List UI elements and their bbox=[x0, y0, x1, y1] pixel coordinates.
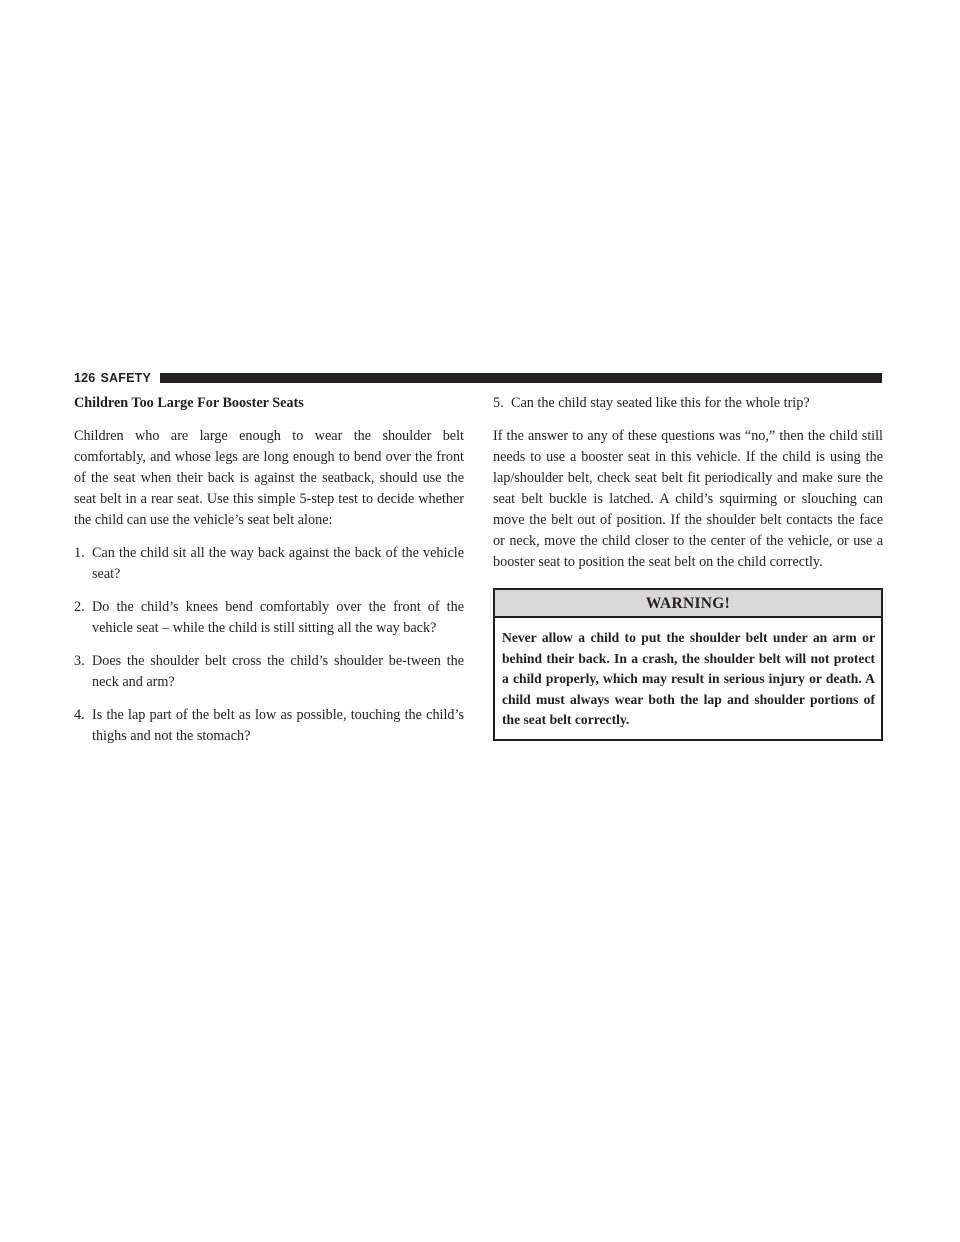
list-item bbox=[74, 705, 464, 747]
warning-text: Never allow a child to put the shoulder belt under an arm or behind their back. In a crash, the shoulder belt will not protect a child properly, which may result in serious injury or death. A child must always wear both the lap and shoulder portions of the seat belt correctly. bbox=[502, 630, 875, 727]
step-number: 5. bbox=[493, 395, 504, 411]
step-text: Can the child sit all the way back against the back of the vehicle seat? bbox=[92, 545, 464, 582]
list-item bbox=[74, 651, 464, 693]
step-text: Does the shoulder belt cross the child’s shoulder be-tween the neck and arm? bbox=[92, 653, 464, 690]
intro-paragraph: Children who are large enough to wear the shoulder belt comfortably, and whose legs are long enough to bend over the front of the seat when their back is against the seatback, should use the seat belt in a rear seat. Use this simple 5-step test to decide whether the child can use the vehicle’s seat belt alone: bbox=[74, 428, 464, 528]
warning-title: WARNING! bbox=[495, 590, 881, 618]
step-text: Is the lap part of the belt as low as possible, touching the child’s thighs and not the stomach? bbox=[92, 707, 464, 744]
list-item bbox=[493, 393, 883, 414]
section-title: SAFETY bbox=[100, 371, 151, 385]
header-rule bbox=[160, 373, 882, 383]
followup-paragraph: If the answer to any of these questions was “no,” then the child still needs to use a booster seat in this vehicle. If the child is using the lap/shoulder belt, check seat belt fit periodically and make sure the seat belt buckle is latched. A child’s squirming or slouching can move the belt out of position. If the shoulder belt contacts the face or neck, move the child closer to the center of the vehicle, or use a booster seat to position the seat belt on the child correctly. bbox=[493, 428, 883, 570]
page-header bbox=[74, 369, 882, 387]
right-column bbox=[493, 393, 883, 741]
step-number: 3. bbox=[74, 653, 85, 669]
section-heading: Children Too Large For Booster Seats bbox=[74, 395, 304, 411]
steps-list bbox=[74, 543, 464, 747]
list-item bbox=[74, 597, 464, 639]
step-number: 4. bbox=[74, 707, 85, 723]
step-number: 1. bbox=[74, 545, 85, 561]
warning-box bbox=[493, 588, 883, 741]
step-text: Can the child stay seated like this for the whole trip? bbox=[511, 395, 810, 411]
step-text: Do the child’s knees bend comfortably over the front of the vehicle seat – while the child is still sitting all the way back? bbox=[92, 599, 464, 636]
list-item bbox=[74, 543, 464, 585]
step-number: 2. bbox=[74, 599, 85, 615]
page-number: 126 bbox=[74, 371, 96, 385]
left-column bbox=[74, 393, 464, 759]
